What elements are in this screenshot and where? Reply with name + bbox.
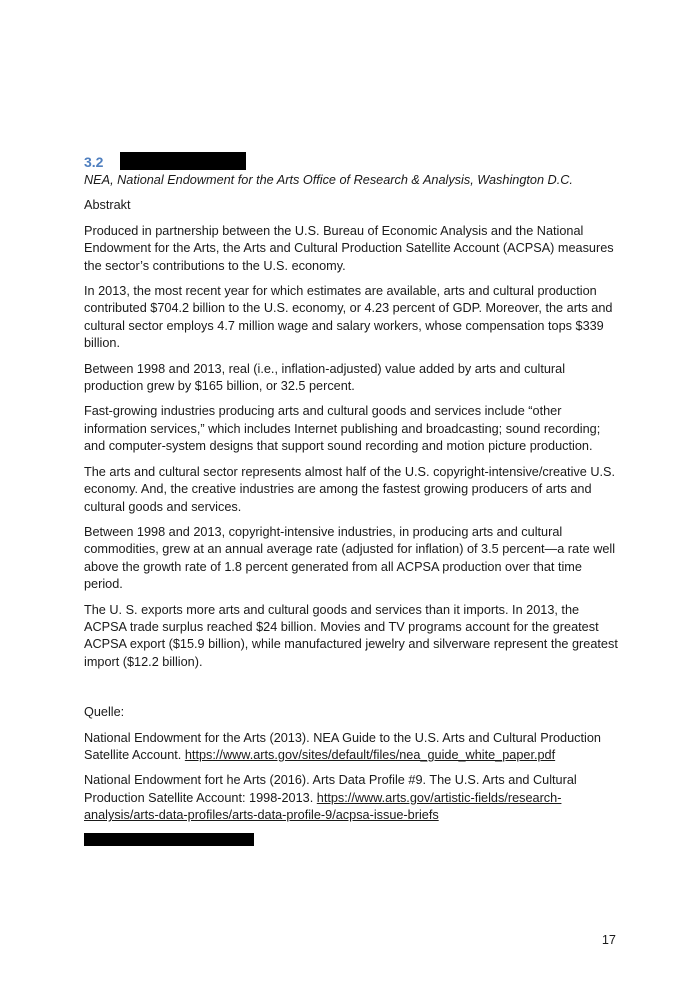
- page-number: 17: [601, 933, 616, 947]
- reference-2-link[interactable]: https://www.arts.gov/artistic-fields/research-analysis/arts-data-profiles/arts-data-profile-9/acpsa-issue-briefs: [84, 790, 562, 823]
- paragraph-4: Fast-growing industries producing arts and cultural goods and services include “other information services,” which includes Internet publishing and broadcasting; sound recording; and computer-system designs that support sound recording and motion picture production.: [84, 404, 601, 454]
- reference-2-text: National Endowment fort he Arts (2016). Arts Data Profile #9. The U.S. Arts and Cultural Production Satellite Account: 1998-2013.: [84, 773, 577, 805]
- reference-1: [84, 730, 624, 765]
- paragraph-2: In 2013, the most recent year for which estimates are available, arts and cultural production contributed $704.2 billion to the U.S. economy, or 4.23 percent of GDP. Moreover, the arts and cultural sector employs 4.7 million wage and salary workers, whose compensation tops $339 billion.: [84, 284, 613, 351]
- redacted-footer-block: [84, 833, 254, 846]
- reference-2: [84, 772, 624, 824]
- spacer: [84, 679, 624, 704]
- paragraph-5: The arts and cultural sector represents almost half of the U.S. copyright-intensive/creative U.S. economy. And, the creative industries are among the fastest growing producers of arts and cultural goods and services.: [84, 464, 615, 514]
- paragraph-6: Between 1998 and 2013, copyright‐intensive industries, in producing arts and cultural commodities, grew at an annual average rate (adjusted for inflation) of 3.5 percent—a rate well above the growth rate of 1.8 percent generated from all ACPSA production over that time period.: [84, 524, 616, 592]
- sources-label: Quelle:: [84, 705, 125, 720]
- redacted-section-title: [120, 152, 246, 170]
- paragraph-1: Produced in partnership between the U.S. Bureau of Economic Analysis and the National Endowment for the Arts, the Arts and Cultural Production Satellite Account (ACPSA) measures the sector’s contributions to the U.S. economy.: [84, 223, 614, 273]
- section-subtitle: NEA, National Endowment for the Arts Office of Research & Analysis, Washington D.C.: [84, 173, 573, 187]
- reference-1-link[interactable]: https://www.arts.gov/sites/default/files/nea_guide_white_paper.pdf: [184, 747, 556, 762]
- paragraph-7: The U. S. exports more arts and cultural goods and services than it imports. In 2013, the ACPSA trade surplus reached $24 billion. Movies and TV programs account for the greatest ACPSA export ($15.9 billion), while manufactured jewelry and silverware represent the greatest import ($12.2 billion).: [84, 602, 618, 669]
- section-heading: [84, 152, 624, 172]
- abstract-label: Abstrakt: [84, 198, 131, 213]
- section-number: 3.2: [84, 154, 104, 170]
- reference-1-text: National Endowment for the Arts (2013). NEA Guide to the U.S. Arts and Cultural Production Satellite Account.: [84, 730, 601, 762]
- page-content: [84, 152, 624, 846]
- paragraph-3: Between 1998 and 2013, real (i.e., inflation‐adjusted) value added by arts and cultural production grew by $165 billion, or 32.5 percent.: [84, 361, 566, 394]
